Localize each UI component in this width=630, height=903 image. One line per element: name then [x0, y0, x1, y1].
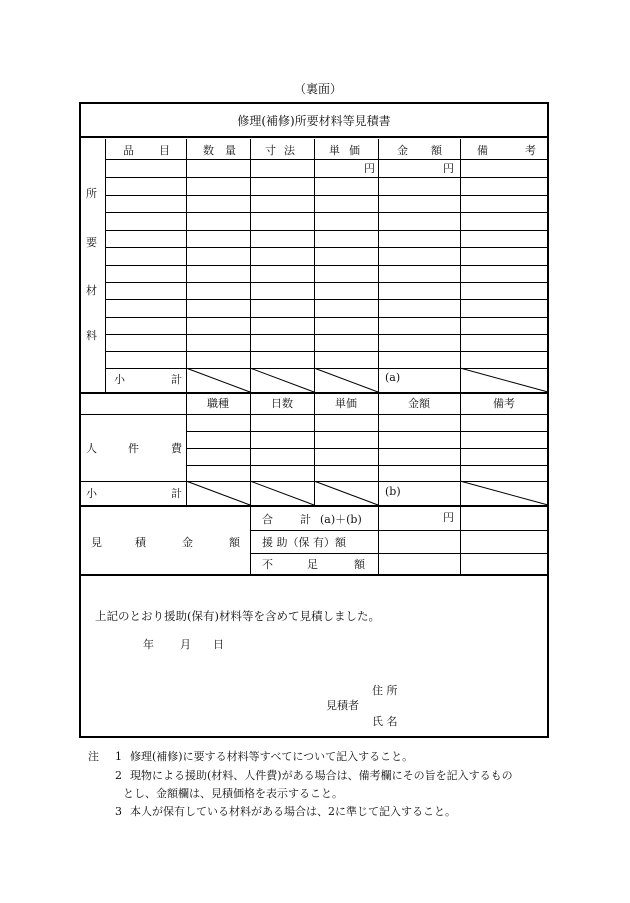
- header-quantity-1: 数: [203, 144, 214, 157]
- header-item-2: 目: [159, 144, 170, 157]
- materials-subtotal-label-2: 計: [171, 373, 182, 386]
- materials-subtotal-mark: (a): [385, 371, 401, 384]
- header-amount-2: 額: [431, 144, 442, 157]
- materials-label-char-4: 料: [86, 329, 97, 342]
- estimate-shortage-label-2: 足: [307, 558, 318, 571]
- labor-subtotal-label-2: 計: [171, 487, 182, 500]
- note-2-number: 2: [115, 769, 122, 782]
- header-dimension-2: 法: [284, 144, 295, 157]
- note-1-text: 修理(補修)に要する材料等すべてについて記入すること。: [130, 750, 414, 763]
- header-remarks-1: 備: [477, 144, 488, 157]
- estimate-statement: 上記のとおり援助(保有)材料等を含めて見積しました。: [95, 609, 380, 623]
- header-amount-1: 金: [397, 144, 408, 157]
- estimate-row-line: [250, 553, 548, 554]
- estimate-col-line-3: [460, 507, 461, 575]
- header-item-1: 品: [123, 144, 134, 157]
- labor-subtotal-label-1: 小: [86, 487, 97, 500]
- estimate-total-label-2: 計: [300, 513, 311, 526]
- unit-price-yen: 円: [364, 162, 375, 175]
- header-remarks-2: 考: [525, 144, 536, 157]
- estimate-total-yen: 円: [443, 511, 454, 524]
- header-quantity-2: 量: [225, 144, 236, 157]
- notes-prefix: 注: [88, 750, 99, 763]
- note-2-continuation: とし、金額欄は、見積価格を表示すること。: [123, 787, 343, 800]
- labor-header-unit-price: 単価: [335, 397, 357, 410]
- labor-label-char-2: 件: [128, 442, 139, 455]
- estimate-col-line-2: [378, 507, 379, 575]
- estimate-label-char-4: 額: [229, 536, 240, 549]
- materials-label-char-3: 材: [86, 284, 97, 297]
- labor-header-amount: 金額: [408, 397, 430, 410]
- estimate-label-char-3: 金: [182, 536, 193, 549]
- labor-subtotal-mark: (b): [385, 485, 401, 498]
- materials-label-char-1: 所: [86, 187, 97, 200]
- labor-header-days: 日数: [271, 397, 293, 410]
- header-unit-price-1: 単: [329, 144, 340, 157]
- materials-subtotal-label-1: 小: [114, 373, 125, 386]
- estimate-aid-amount-label: 援 助（保 有）額: [262, 536, 346, 549]
- note-3-text: 本人が保有している材料がある場合は、2に準じて記入すること。: [130, 805, 456, 818]
- labor-header-job-type: 職種: [207, 397, 229, 410]
- date-day-label: 日: [213, 638, 224, 651]
- estimate-row-line: [250, 530, 548, 531]
- labor-label-char-3: 費: [171, 442, 182, 455]
- form-title: 修理(補修)所要材料等見積書: [237, 114, 391, 128]
- header-unit-price-2: 価: [349, 144, 360, 157]
- note-1-number: 1: [115, 750, 122, 763]
- page-side-label: （裏面）: [294, 82, 343, 96]
- date-month-label: 月: [180, 638, 191, 651]
- estimate-label-char-2: 積: [135, 536, 146, 549]
- note-2-text: 現物による援助(材料、人件費)がある場合は、備考欄にその旨を記入するもの: [130, 769, 513, 782]
- labor-label-char-1: 人: [86, 442, 97, 455]
- estimator-role-label: 見積者: [326, 699, 359, 712]
- estimate-section-divider: [80, 574, 549, 577]
- materials-label-char-2: 要: [86, 236, 97, 249]
- estimator-name-label: 氏 名: [372, 715, 398, 728]
- estimator-address-label: 住 所: [372, 684, 398, 697]
- header-dimension-1: 寸: [265, 144, 276, 157]
- amount-yen: 円: [443, 162, 454, 175]
- estimate-shortage-label-1: 不: [262, 558, 273, 571]
- estimate-total-formula: (a)＋(b): [320, 513, 362, 526]
- note-3-number: 3: [115, 805, 122, 818]
- estimate-label-char-1: 見: [91, 536, 102, 549]
- labor-header-remarks: 備考: [493, 397, 515, 410]
- estimate-total-label-1: 合: [262, 513, 273, 526]
- estimate-col-line-1: [250, 507, 251, 575]
- date-year-label: 年: [143, 638, 154, 651]
- estimate-shortage-label-3: 額: [354, 558, 365, 571]
